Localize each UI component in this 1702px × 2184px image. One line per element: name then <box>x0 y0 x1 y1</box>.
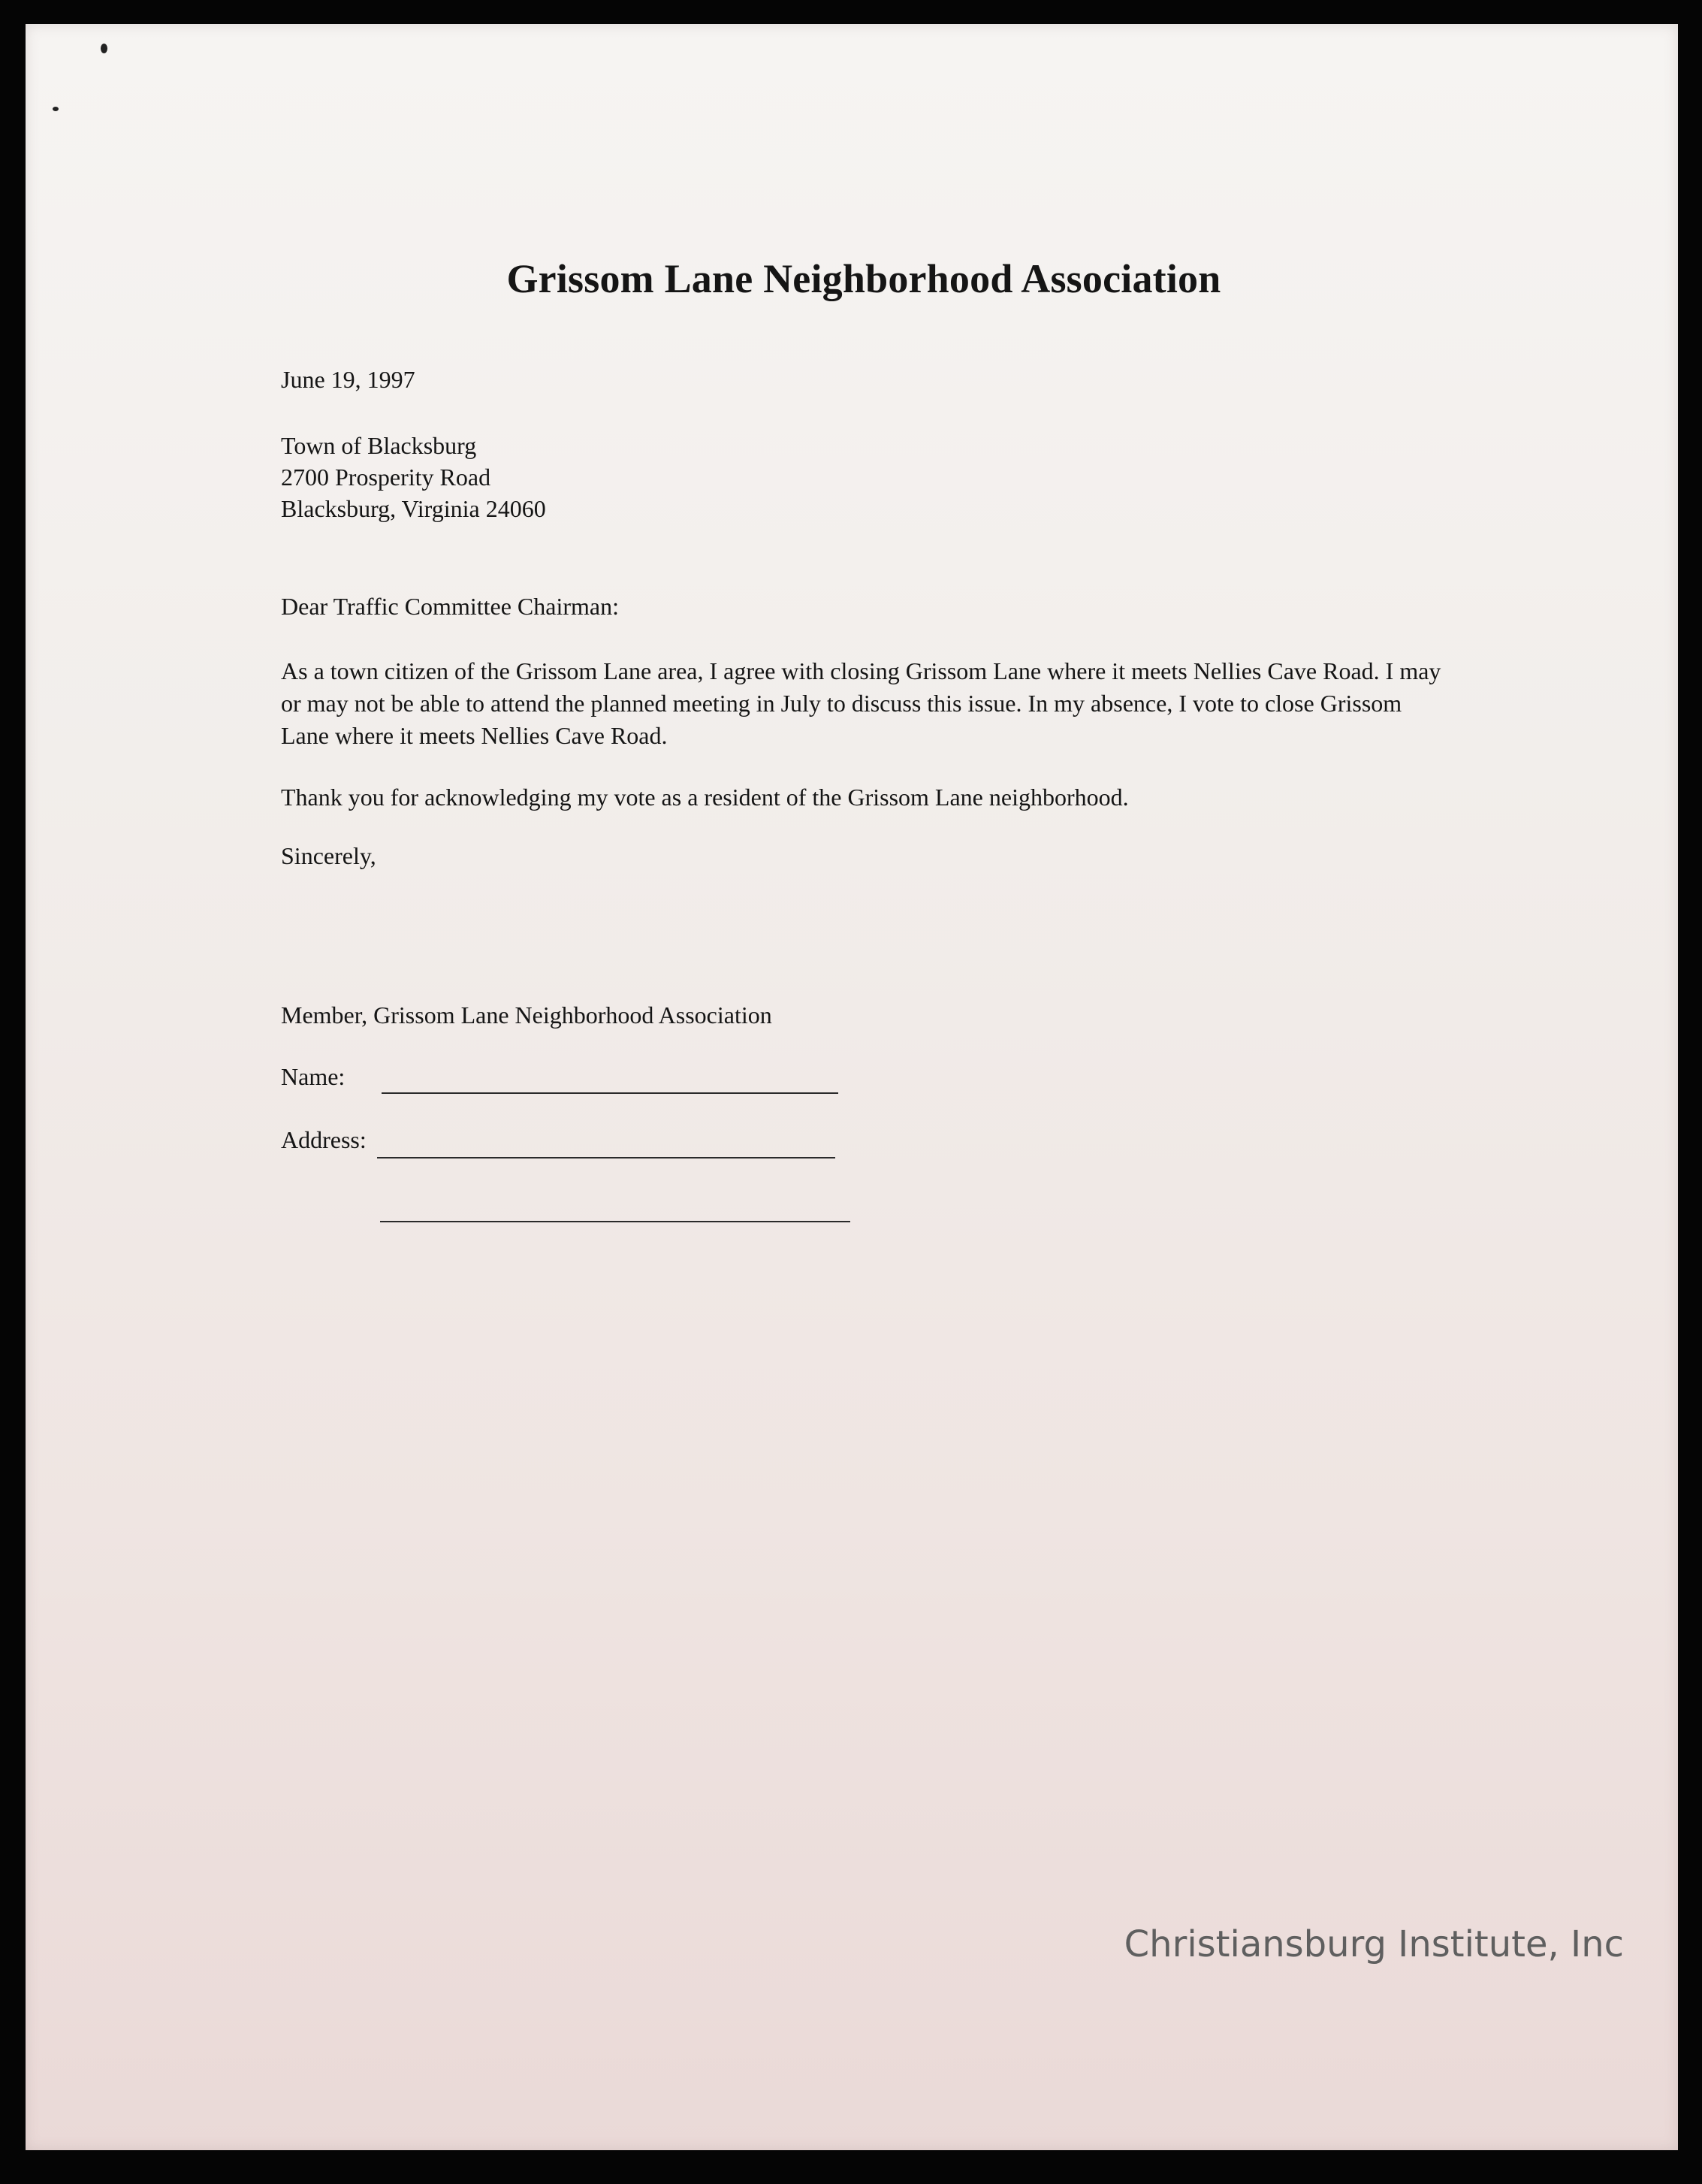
salutation: Dear Traffic Committee Chairman: <box>281 593 619 620</box>
letter-date: June 19, 1997 <box>281 366 415 393</box>
name-signature-line <box>382 1092 838 1094</box>
closing: Sincerely, <box>281 842 376 869</box>
letter-heading: Grissom Lane Neighborhood Association <box>506 256 1221 301</box>
body-paragraph-1: As a town citizen of the Grissom Lane area, I agree with closing Grissom Lane where it meets Nellies Cave Road. I may or may not be able to attend the planned meeting in July to discuss this issue. In my absence, I vote to close Grissom Lane where it meets Nellies Cave Road. <box>281 657 1441 749</box>
name-label: Name: <box>281 1063 346 1090</box>
body-paragraph-2: Thank you for acknowledging my vote as a resident of the Grissom Lane neighborhood. <box>281 784 1129 811</box>
address-line-2 <box>380 1221 850 1222</box>
watermark: Christiansburg Institute, Inc <box>1124 1923 1624 1965</box>
address-label: Address: <box>281 1126 367 1153</box>
recipient-line-3: Blacksburg, Virginia 24060 <box>281 495 546 522</box>
recipient-line-1: Town of Blacksburg <box>281 432 477 459</box>
recipient-line-2: 2700 Prosperity Road <box>281 464 491 491</box>
member-line: Member, Grissom Lane Neighborhood Association <box>281 1001 772 1029</box>
address-line-1 <box>377 1157 835 1158</box>
paper-speck <box>53 107 59 111</box>
letter-page <box>26 24 1678 2150</box>
paper-speck <box>101 44 107 53</box>
